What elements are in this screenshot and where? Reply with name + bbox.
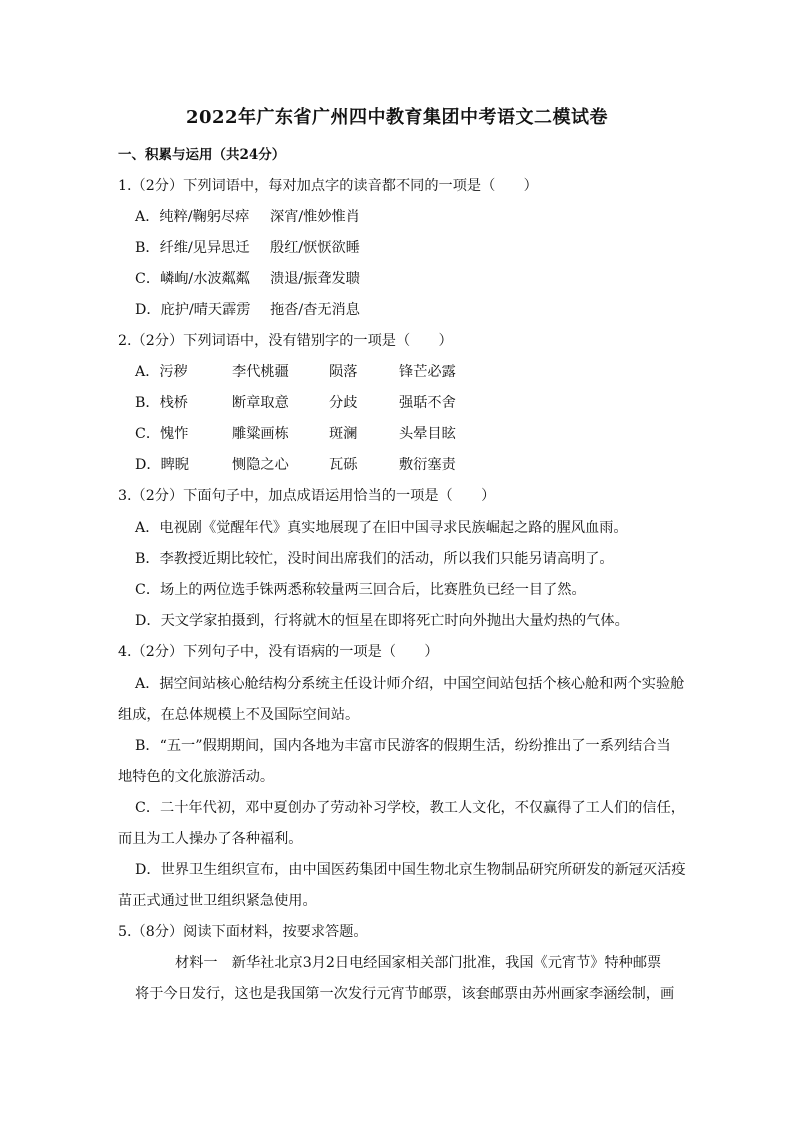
question-4-line: 苗正式通过世卫组织紧急使用。: [118, 893, 317, 909]
option-text: 深宵/惟妙惟肖: [270, 209, 360, 225]
question-4-line: 组成，在总体规模上不及国际空间站。: [118, 707, 360, 723]
option-text: 溃退/振聋发聩: [270, 271, 360, 287]
option-text: 恻隐之心: [232, 457, 289, 473]
question-1-option-b: [135, 240, 360, 257]
option-text: 陨落: [329, 364, 358, 380]
question-2-stem: 2.（2分）下列词语中，没有错别字的一项是（ ）: [118, 333, 453, 349]
option-text: D．庇护/晴天霹雳: [135, 302, 251, 318]
question-5-material-line: 材料一 新华社北京3月2日电经国家相关部门批准，我国《元宵节》特种邮票: [175, 955, 662, 971]
question-4-line: D．世界卫生组织宣布，由中国医药集团中国生物北京生物制品研究所研发的新冠灭活疫: [135, 862, 686, 878]
option-text: 锋芒必露: [399, 364, 456, 380]
question-3-option-c: C．场上的两位选手铢两悉称较量两三回合后，比赛胜负已经一目了然。: [135, 582, 586, 598]
question-3-option-d: D．天文学家拍摄到，行将就木的恒星在即将死亡时向外抛出大量灼热的气体。: [135, 613, 629, 629]
option-text: A．纯粹/鞠躬尽瘁: [135, 209, 250, 225]
option-text: 殷红/恹恹欲睡: [270, 240, 360, 256]
question-3-option-a: A．电视剧《觉醒年代》真实地展现了在旧中国寻求民族崛起之路的腥风血雨。: [135, 520, 628, 536]
option-text: 瓦砾: [329, 457, 358, 473]
option-text: B．栈桥: [135, 395, 188, 411]
option-text: 头晕目眩: [399, 426, 456, 442]
question-2-option-a: [135, 364, 535, 381]
option-text: A．污秽: [135, 364, 188, 380]
question-2-option-c: [135, 426, 535, 443]
option-text: 强聒不舍: [399, 395, 456, 411]
question-3-option-b: B．李教授近期比较忙，没时间出席我们的活动，所以我们只能另请高明了。: [135, 551, 614, 567]
exam-title: 2022年广东省广州四中教育集团中考语文二模试卷: [185, 107, 609, 128]
option-text: 雕粱画栋: [232, 426, 289, 442]
question-4-line: B．“五一”假期期间，国内各地为丰富市民游客的假期生活，纷纷推出了一系列结合当: [135, 738, 671, 754]
question-4-line: A．据空间站核心舱结构分系统主任设计师介绍，中国空间站包括个核心舱和两个实验舱: [135, 676, 685, 692]
option-text: 断章取意: [232, 395, 289, 411]
question-4-line: C．二十年代初，邓中夏创办了劳动补习学校，教工人文化，不仅赢得了工人们的信任，: [135, 800, 685, 816]
option-text: 拖沓/杳无消息: [270, 302, 360, 318]
option-text: 李代桃疆: [232, 364, 289, 380]
option-text: 分歧: [329, 395, 358, 411]
question-4-line: 地特色的文化旅游活动。: [118, 769, 275, 785]
question-3-stem: 3.（2分）下面句子中，加点成语运用恰当的一项是（ ）: [118, 488, 496, 504]
question-5-stem: 5.（8分）阅读下面材料，按要求答题。: [118, 924, 368, 940]
option-text: 斑澜: [329, 426, 358, 442]
option-text: D．睥睨: [135, 457, 189, 473]
section-heading: 一、积累与运用（共24分）: [118, 147, 286, 163]
option-text: B．纤维/见异思迁: [135, 240, 250, 256]
question-2-option-b: [135, 395, 535, 412]
question-1-option-d: [135, 302, 360, 319]
option-text: C．愧怍: [135, 426, 189, 442]
question-1-option-a: [135, 209, 360, 226]
question-2-option-d: [135, 457, 535, 474]
question-1-option-c: [135, 271, 360, 288]
option-text: C．嶙峋/水波粼粼: [135, 271, 250, 287]
question-4-line: 而且为工人操办了各种福利。: [118, 831, 303, 847]
question-1-stem: 1.（2分）下列词语中，每对加点字的读音都不同的一项是（ ）: [118, 178, 538, 194]
option-text: 敷衍塞责: [399, 457, 456, 473]
question-5-material-line: 将于今日发行，这也是我国第一次发行元宵节邮票，该套邮票由苏州画家李涵绘制，画: [135, 986, 675, 1002]
question-4-stem: 4.（2分）下列句子中，没有语病的一项是（ ）: [118, 644, 439, 660]
